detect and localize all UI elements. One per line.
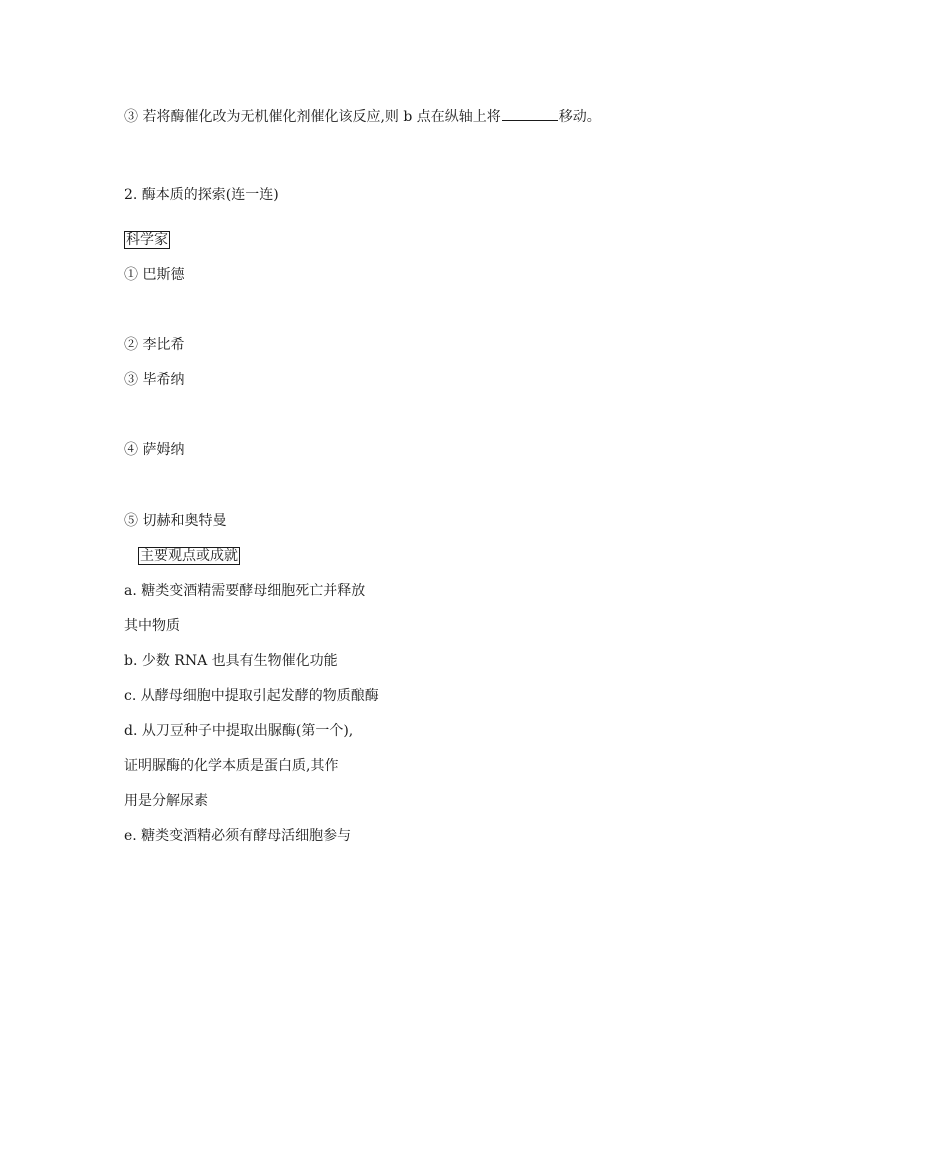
view-item: b. 少数 RNA 也具有生物催化功能 [124, 653, 338, 669]
view-item: a. 糖类变酒精需要酵母细胞死亡并释放 [124, 583, 366, 599]
answer-blank[interactable] [502, 105, 558, 121]
question-3-text: ③ 若将酶催化改为无机催化剂催化该反应,则 b 点在纵轴上将 [124, 109, 501, 125]
view-item-continuation: 其中物质 [124, 618, 180, 634]
views-header [138, 546, 240, 566]
view-item-continuation: 证明脲酶的化学本质是蛋白质,其作 [124, 758, 339, 774]
scientists-header-label: 科学家 [126, 232, 168, 248]
views-header-label: 主要观点或成就 [140, 548, 238, 564]
view-item: e. 糖类变酒精必须有酵母活细胞参与 [124, 828, 352, 844]
view-item: d. 从刀豆种子中提取出脲酶(第一个), [124, 723, 354, 739]
view-item: c. 从酵母细胞中提取引起发酵的物质酿酶 [124, 688, 379, 704]
section-heading: 2. 酶本质的探索(连一连) [124, 187, 279, 203]
question-3-tail: 移动。 [558, 109, 601, 125]
scientist-item: ① 巴斯德 [124, 267, 185, 283]
scientist-item: ③ 毕希纳 [124, 372, 185, 388]
scientist-item: ② 李比希 [124, 337, 185, 353]
question-3 [124, 105, 601, 127]
scientist-item: ④ 萨姆纳 [124, 442, 185, 458]
scientist-item: ⑤ 切赫和奥特曼 [124, 513, 227, 529]
scientists-header [124, 230, 170, 250]
view-item-continuation: 用是分解尿素 [124, 793, 208, 809]
